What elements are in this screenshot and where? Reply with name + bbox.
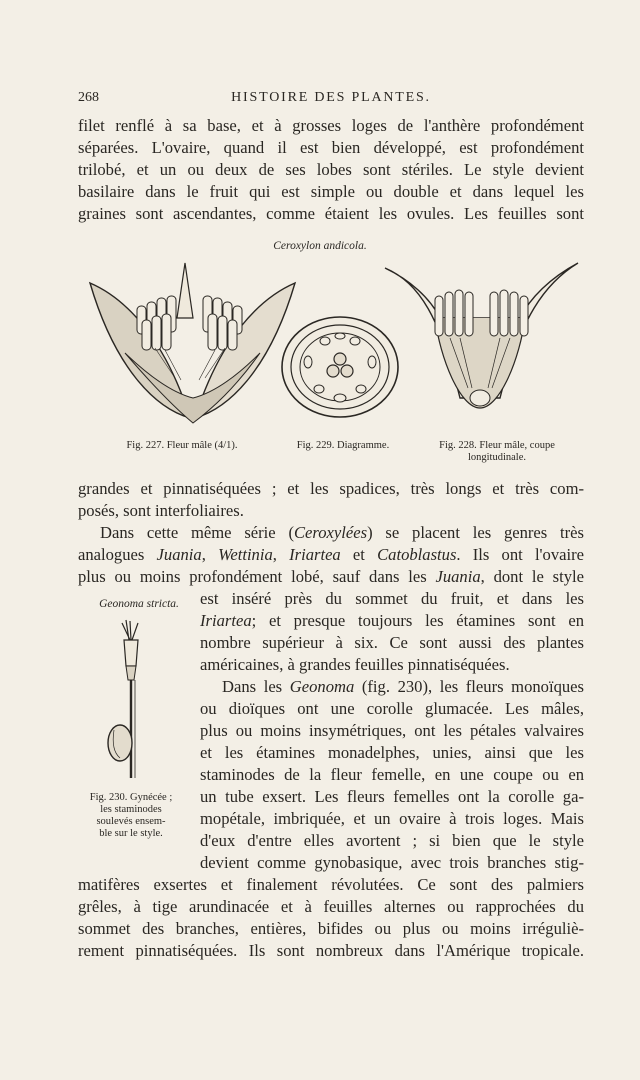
text-line: plus ou moins insymétriques, ont les pétales valvaires: [200, 721, 584, 740]
male-flower-illustration: [85, 258, 300, 438]
figure-227-caption: Fig. 227. Fleur mâle (4/1).: [126, 440, 238, 451]
figure-230-caption-line3: soulevés ensem-: [96, 816, 166, 827]
text-line: Dans cette même série (Ceroxylées) se placent les genres très: [100, 523, 584, 542]
text-line: staminodes de la fleur femelle, en une coupe ou en: [200, 765, 584, 784]
text-line: grandes et pinnatiséquées ; et les spadices, très longs et très com-: [78, 479, 584, 498]
figure-228-caption-line2: longitudinale.: [467, 452, 527, 463]
text-line: d'eux d'entre elles avortent ; si bien que le style: [200, 831, 584, 850]
text-line: plus ou moins profondément lobé, sauf dans les Juania, dont le style: [78, 567, 584, 586]
text-line: matifères exsertes et finalement révolutées. Ce sont des palmiers: [78, 875, 584, 894]
text-line: sommet des branches, entières, bifides ou plus ou moins irréguliè-: [78, 919, 584, 938]
page-number: 268: [78, 90, 99, 105]
text-line: américaines, à grandes feuilles pinnatiséquées.: [200, 655, 510, 674]
figure-title: Ceroxylon andicola.: [273, 240, 367, 252]
side-figure-title: Geonoma stricta.: [99, 598, 179, 610]
text-line: Iriartea; et presque toujours les étamines sont en: [200, 611, 584, 630]
text-line: trilobé, et un ou deux de ses lobes sont stériles. Le style devient: [78, 160, 584, 179]
gynoecium-illustration: [100, 618, 170, 788]
text-line: grêles, à tige arundinacée et à feuilles alternes ou rapprochées du: [78, 897, 584, 916]
text-line: analogues Juania, Wettinia, Iriartea et Catoblastus. Ils ont l'ovaire: [78, 545, 585, 564]
figure-230-caption-line1: Fig. 230. Gynécée ;: [89, 792, 173, 803]
text-line: graines sont ascendantes, comme étaient les ovules. Les feuilles sont: [78, 204, 584, 223]
text-line: séparées. L'ovaire, quand il est bien développé, est profondément: [78, 138, 584, 157]
text-line: nombre supérieur à six. Ce sont aussi des plantes: [200, 633, 584, 652]
text-line: rement pinnatiséquées. Ils sont nombreux dans l'Amérique tropicale.: [78, 941, 584, 960]
figure-228-caption-line1: Fig. 228. Fleur mâle, coupe: [439, 440, 555, 451]
male-flower-section-illustration: [380, 258, 580, 438]
figure-230-caption-line4: ble sur le style.: [99, 828, 163, 839]
text-line: devient comme gynobasique, avec trois branches stig-: [200, 853, 584, 872]
text-line: Dans les Geonoma (fig. 230), les fleurs monoïques: [222, 677, 584, 696]
text-line: basilaire dans le fruit qui est simple ou double et dans lequel les: [78, 182, 584, 201]
text-line: filet renflé à sa base, et à grosses loges de l'anthère profondément: [78, 116, 584, 135]
figure-229-caption: Fig. 229. Diagramme.: [296, 440, 390, 451]
figure-230-caption-line2: les staminodes: [100, 804, 162, 815]
text-line: et les étamines monadelphes, unies, ainsi que les: [200, 743, 584, 762]
text-line: est inséré près du sommet du fruit, et dans les: [200, 589, 584, 608]
page-header: [78, 90, 584, 110]
text-line: un tube exsert. Les fleurs femelles ont la corolle ga-: [200, 787, 584, 806]
text-line: mopétale, imbriquée, et un ovaire à trois loges. Mais: [200, 809, 584, 828]
running-title: HISTOIRE DES PLANTES.: [231, 90, 431, 105]
text-line: ou dioïques ont une corolle glumacée. Les mâles,: [200, 699, 584, 718]
text-line: posés, sont interfoliaires.: [78, 501, 244, 520]
